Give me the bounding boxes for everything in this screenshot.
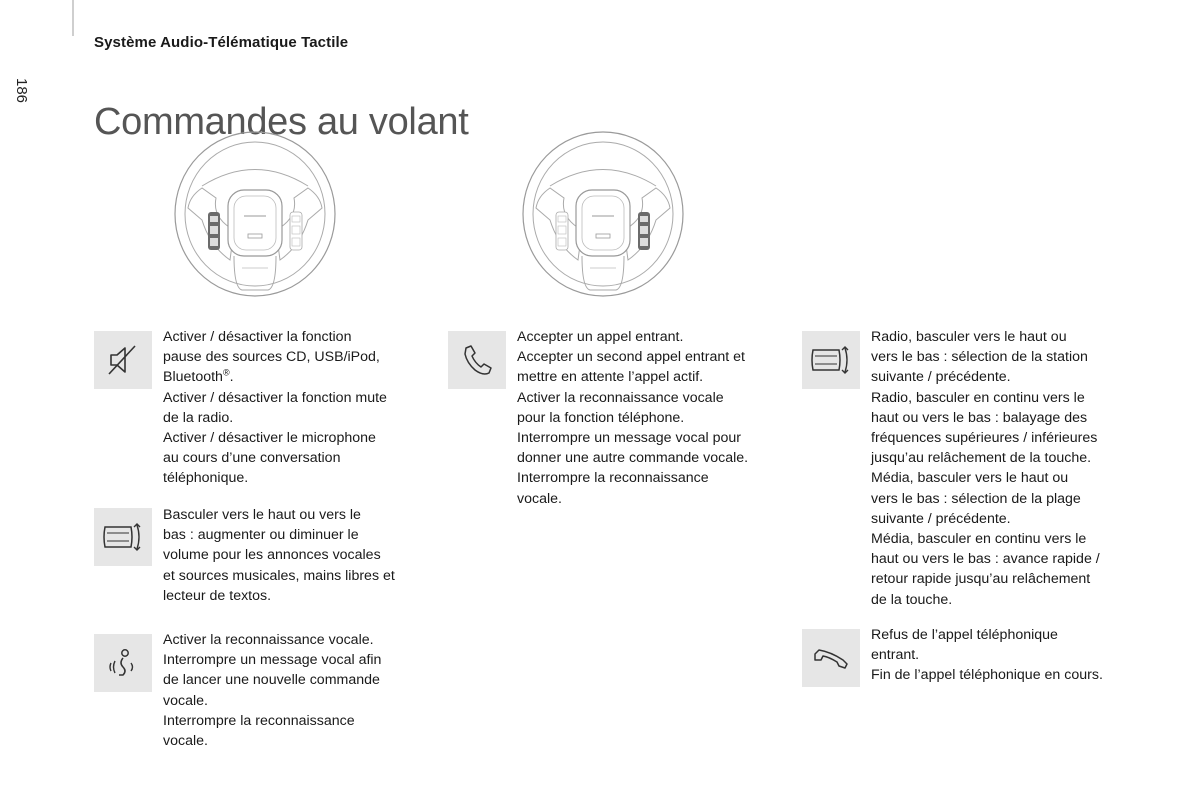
phone-accept-icon <box>448 331 506 389</box>
text-line: fréquences supérieures / inférieures <box>871 430 1098 447</box>
text-line: jusqu’au relâchement de la touche. <box>871 450 1092 467</box>
text-line: Refus de l’appel téléphonique <box>871 627 1058 643</box>
text-line: bas : augmenter ou diminuer le <box>163 527 359 544</box>
steering-wheel-icon <box>172 128 338 300</box>
voice-command-icon <box>94 634 152 692</box>
text-line: téléphonique. <box>163 470 249 487</box>
steering-wheel-right-highlight <box>520 128 686 305</box>
text-line: volume pour les annonces vocales <box>163 547 381 564</box>
text-line: au cours d’une conversation <box>163 450 341 467</box>
text-line: Interrompre la reconnaissance <box>163 712 355 729</box>
text-line: suivante / précédente. <box>871 510 1011 527</box>
margin-rule <box>72 0 74 36</box>
text-line: donner une autre commande vocale. <box>517 450 749 467</box>
text-line: Fin de l’appel téléphonique en cours. <box>871 667 1103 684</box>
text-line: Accepter un second appel entrant et <box>517 349 745 366</box>
text-line: vers le bas : sélection de la plage <box>871 490 1081 507</box>
scroll-wheel-icon <box>94 508 152 566</box>
text-line: Activer la reconnaissance vocale <box>517 389 724 406</box>
text-line: vers le bas : sélection de la station <box>871 349 1088 366</box>
text-line: vocale. <box>163 733 208 750</box>
text-line: Activer / désactiver le microphone <box>163 430 376 447</box>
text-line: Activer la reconnaissance vocale. <box>163 632 374 648</box>
text-line: Interrompre un message vocal afin <box>163 652 382 669</box>
text-line: Média, basculer en continu vers le <box>871 531 1087 548</box>
text-line: et sources musicales, mains libres et <box>163 567 395 584</box>
section-header: Système Audio-Télématique Tactile <box>94 34 349 51</box>
text-line: pause des sources CD, USB/iPod, <box>163 349 380 366</box>
text-line: Accepter un appel entrant. <box>517 329 684 345</box>
text-line: de la touche. <box>871 591 953 608</box>
text-line: Radio, basculer en continu vers le <box>871 389 1085 406</box>
text-line: Bluetooth®. <box>163 367 234 386</box>
text-line: Activer / désactiver la fonction mute <box>163 389 387 406</box>
text-line: vocale. <box>517 490 562 507</box>
text-line: Radio, basculer vers le haut ou <box>871 329 1067 345</box>
text-line: pour la fonction téléphone. <box>517 409 685 426</box>
steering-wheel-icon <box>520 128 686 300</box>
text-line: mettre en attente l’appel actif. <box>517 369 704 386</box>
text-line: de lancer une nouvelle commande <box>163 672 380 689</box>
text-line: Activer / désactiver la fonction <box>163 329 352 345</box>
page-number: 186 <box>13 78 30 104</box>
page-title: Commandes au volant <box>94 101 469 144</box>
text-line: Interrompre la reconnaissance <box>517 470 709 487</box>
text-line: retour rapide jusqu’au relâchement <box>871 571 1091 588</box>
text-line: Média, basculer vers le haut ou <box>871 470 1069 487</box>
text-line: Basculer vers le haut ou vers le <box>163 507 361 523</box>
phone-hangup-icon <box>802 629 860 687</box>
steering-wheel-left-highlight <box>172 128 338 305</box>
text-line: entrant. <box>871 647 920 664</box>
scroll-wheel-icon <box>802 331 860 389</box>
text-line: haut ou vers le bas : avance rapide / <box>871 551 1100 568</box>
text-line: suivante / précédente. <box>871 369 1011 386</box>
text-line: Interrompre un message vocal pour <box>517 430 741 447</box>
text-line: vocale. <box>163 692 208 709</box>
mute-speaker-icon <box>94 331 152 389</box>
text-line: de la radio. <box>163 409 234 426</box>
text-line: lecteur de textos. <box>163 587 272 604</box>
text-line: haut ou vers le bas : balayage des <box>871 409 1088 426</box>
